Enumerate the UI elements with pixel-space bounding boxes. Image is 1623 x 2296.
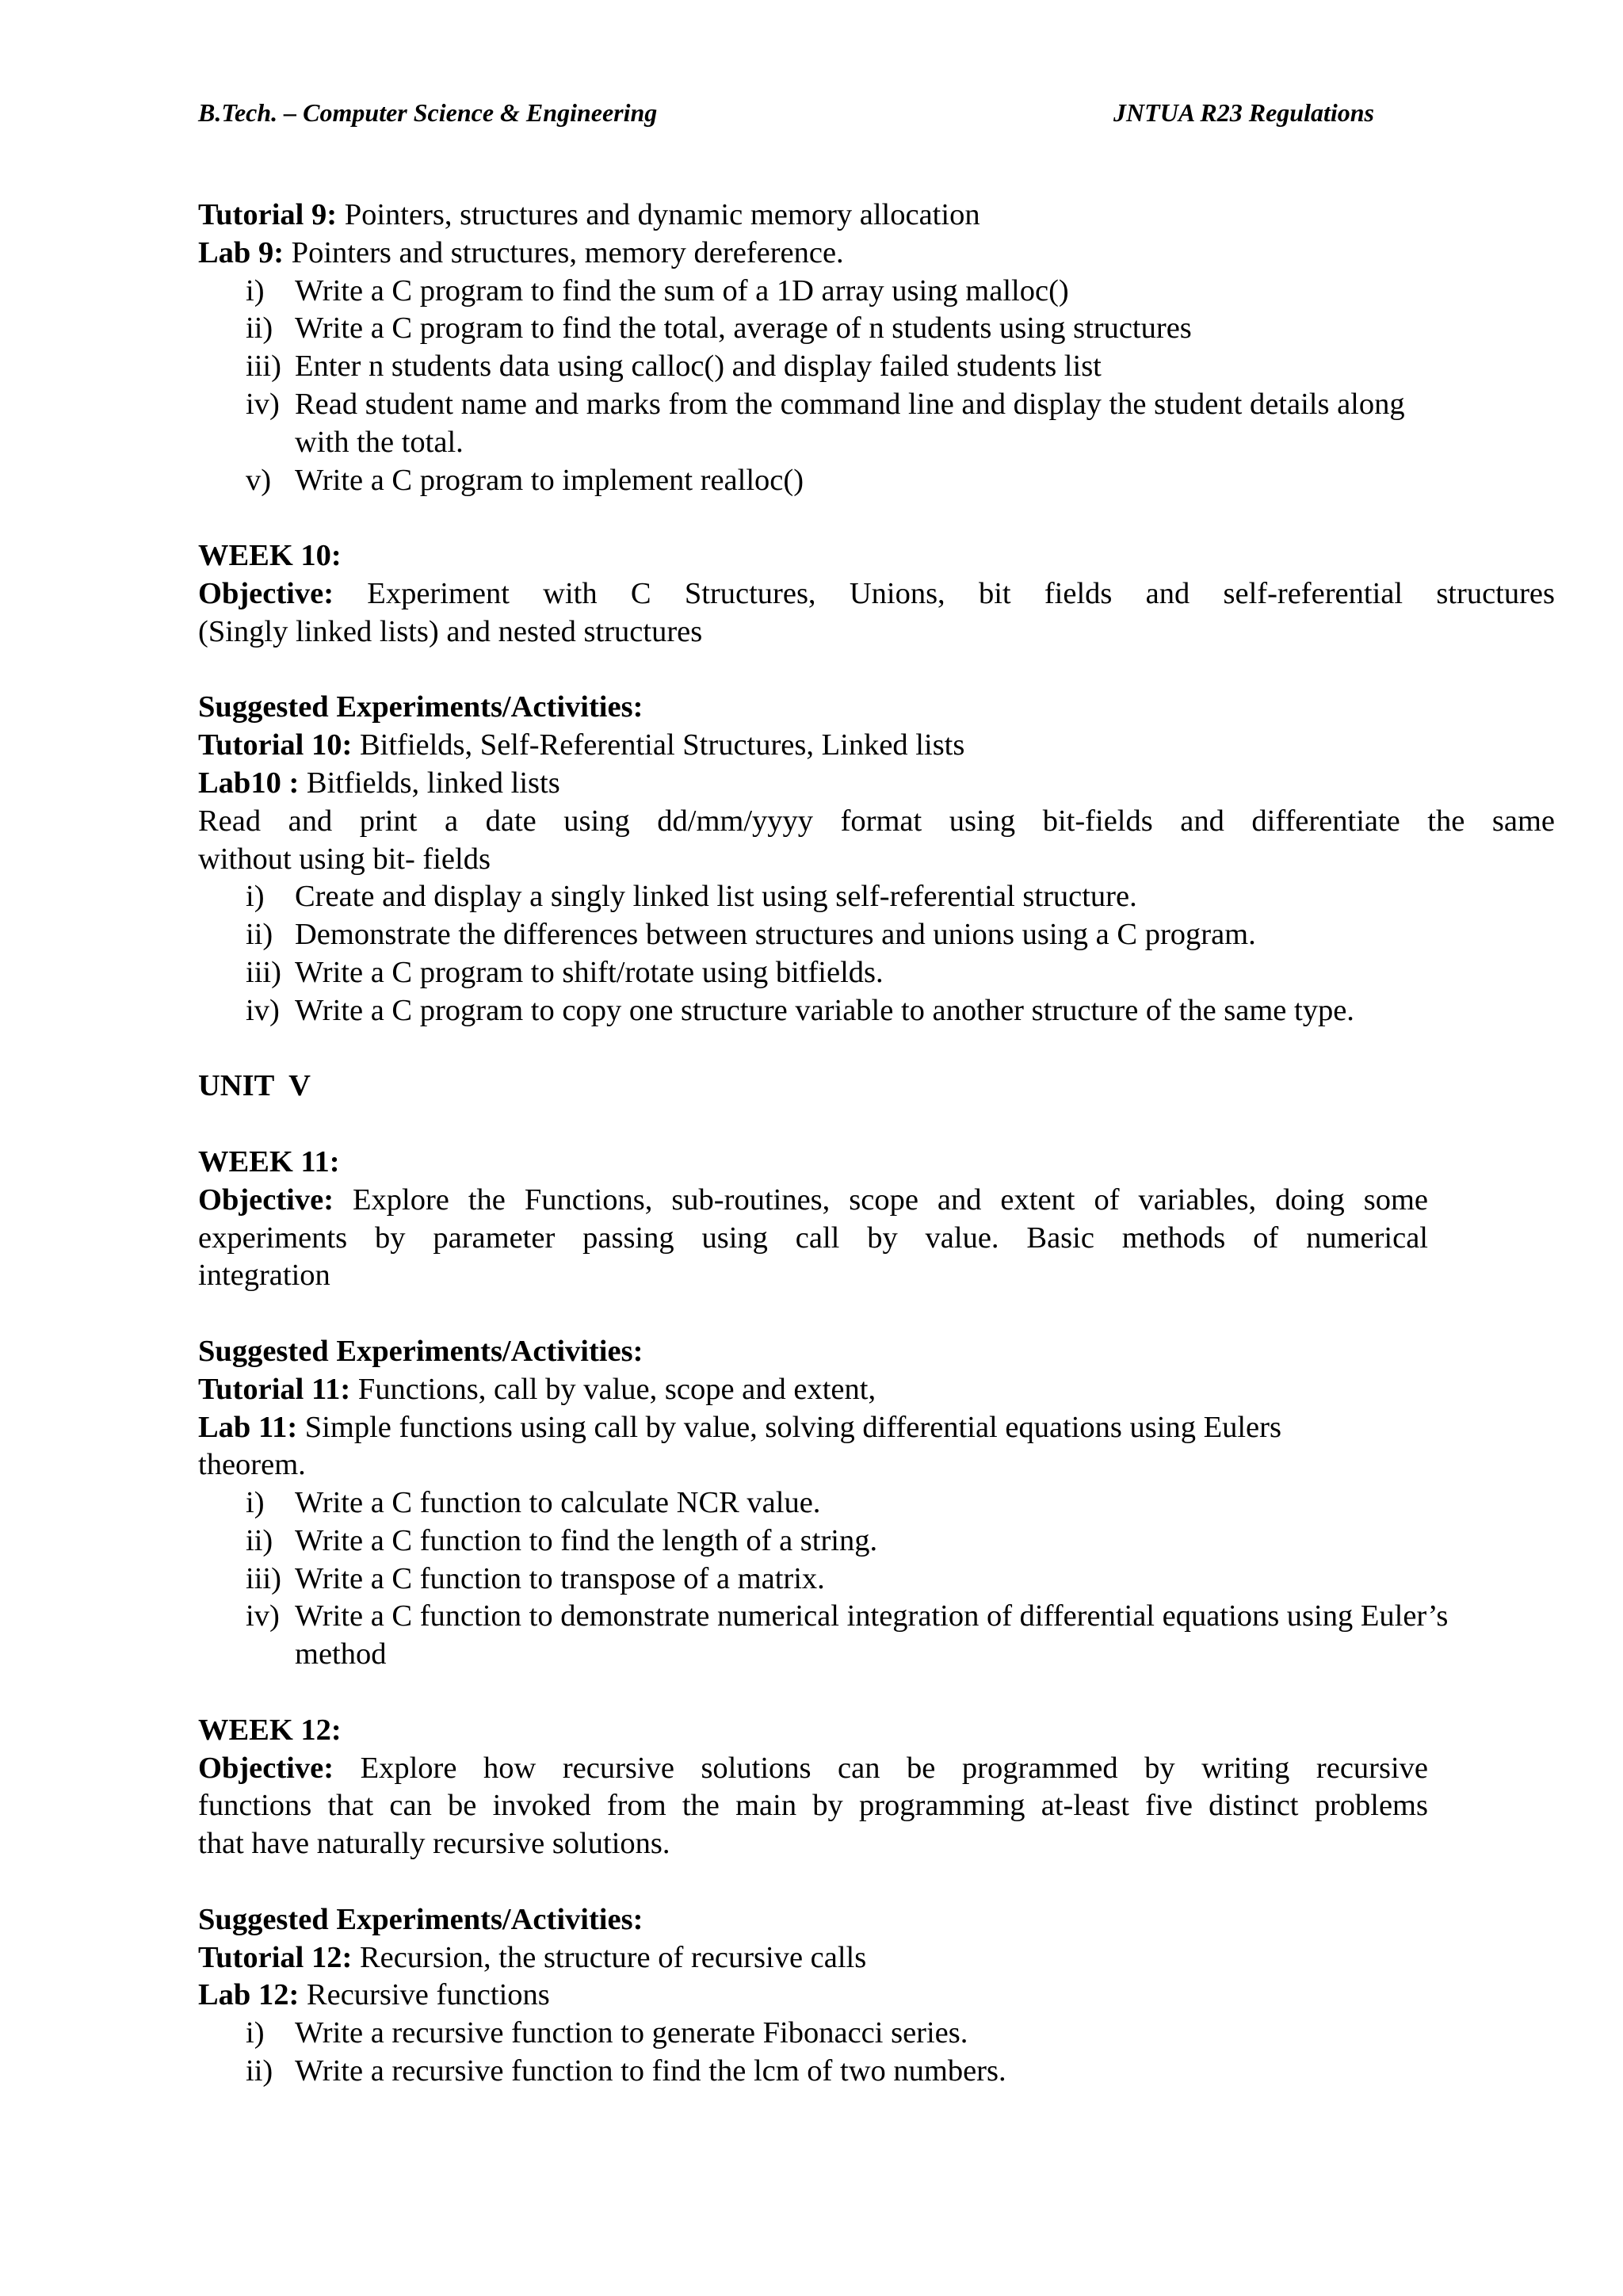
tutorial-12-text: Recursion, the structure of recursive calls [352,1940,867,1974]
lab-11-line [198,1409,1555,1447]
list-item-text [295,386,1555,462]
list-item [198,2053,1555,2091]
list-item-number: i) [246,273,265,308]
list-item-text: Write a recursive function to generate Fibonacci series. [295,2016,968,2050]
week-10-suggested-heading: Suggested Experiments/Activities: [198,690,643,724]
week-10-objective-line2: (Singly linked lists) and nested structures [198,614,703,648]
list-item-text: Write a recursive function to find the lcm of two numbers. [295,2054,1006,2088]
objective-text: Experiment with C Structures, Unions, bit fields and self-referential structures [334,576,1555,610]
list-item-number: iv) [246,387,280,421]
header-regulations: JNTUA R23 Regulations [1113,98,1374,127]
lab-12-line [198,1977,1555,2015]
lab-10-paragraph-line1: Read and print a date using dd/mm/yyyy format using bit-fields and differentiate the same [198,804,1555,838]
list-item [198,1522,1555,1561]
list-item-text-line2: method [295,1637,387,1671]
lab-9-text: Pointers and structures, memory dereference. [284,235,844,269]
list-item [198,954,1555,992]
objective-text: Explore how recursive solutions can be programmed by writing recursive [334,1751,1428,1785]
list-item-number: iii) [246,955,281,989]
list-item-text: Create and display a singly linked list using self-referential structure. [295,880,1137,914]
list-item-number: iv) [246,993,280,1027]
lab-10-line [198,765,1555,803]
list-item-text: Demonstrate the differences between structures and unions using a C program. [295,918,1256,952]
list-item-text: Enter n students data using calloc() and display failed students list [295,350,1102,384]
tutorial-9-line [198,197,1555,235]
list-item-number: ii) [246,918,273,952]
list-item-number: i) [246,2016,265,2050]
tutorial-10-text: Bitfields, Self-Referential Structures, Linked lists [352,728,965,762]
list-item-text: Write a C program to copy one structure variable to another structure of the same type. [295,993,1354,1027]
objective-label: Objective: [198,576,334,610]
list-item-text [295,1598,1555,1674]
list-item-number: i) [246,1486,265,1520]
lab-10-text: Bitfields, linked lists [299,766,560,800]
tutorial-10-label: Tutorial 10: [198,728,353,762]
list-item-number: ii) [246,2054,273,2088]
list-item [198,992,1555,1030]
list-item [198,916,1555,954]
week-11-objective-line1 [198,1182,1428,1220]
lab-9-list [198,273,1555,500]
list-item-text-line1: Write a C function to demonstrate numerical integration of differential equations using Euler’s [295,1599,1449,1633]
list-item [198,386,1555,462]
list-item-text: Write a C function to find the length of a string. [295,1523,878,1557]
lab-10-paragraph-line2: without using bit- fields [198,842,491,876]
tutorial-10-line [198,727,1555,765]
week-10-heading: WEEK 10: [198,539,342,573]
list-item [198,878,1555,916]
objective-label: Objective: [198,1182,334,1217]
page-content [198,197,1555,2091]
list-item-number: v) [246,463,272,497]
week-12-objective-line1 [198,1750,1428,1788]
tutorial-9-text: Pointers, structures and dynamic memory allocation [337,198,980,231]
list-item-text: Write a C function to calculate NCR value. [295,1486,821,1520]
list-item-number: iii) [246,1561,281,1595]
week-10-objective-line1 [198,575,1555,613]
list-item-number: iii) [246,350,281,384]
list-item-number: ii) [246,311,273,346]
lab-11-text: Simple functions using call by value, solving differential equations using Eulers [297,1410,1281,1444]
lab-10-label: Lab10 : [198,766,300,800]
week-11-heading: WEEK 11: [198,1144,340,1179]
list-item [198,2015,1555,2053]
lab-11-list [198,1484,1555,1674]
tutorial-9-label: Tutorial 9: [198,198,338,231]
list-item [198,1561,1555,1599]
unit-5-heading: UNIT V [198,1069,311,1103]
tutorial-11-label: Tutorial 11: [198,1372,351,1406]
week-12-heading: WEEK 12: [198,1713,342,1747]
week-12-objective-line3: that have naturally recursive solutions. [198,1827,670,1861]
list-item-number: i) [246,880,265,914]
list-item-number: ii) [246,1523,273,1557]
list-item [198,462,1555,500]
list-item-text-line2: with the total. [295,425,464,459]
lab-12-label: Lab 12: [198,1978,300,2012]
header-course-title: B.Tech. – Computer Science & Engineering [198,98,658,127]
list-item [198,1598,1555,1674]
week-11-objective-line2: experiments by parameter passing using call by value. Basic methods of numerical [198,1221,1428,1255]
lab-12-list [198,2015,1555,2091]
week-11-suggested-heading: Suggested Experiments/Activities: [198,1334,643,1368]
list-item-text: Write a C program to find the sum of a 1D array using malloc() [295,273,1069,308]
objective-label: Objective: [198,1751,334,1785]
list-item [198,348,1555,386]
list-item-text: Write a C function to transpose of a matrix. [295,1561,825,1595]
tutorial-12-line [198,1939,1555,1977]
week-12-suggested-heading: Suggested Experiments/Activities: [198,1902,643,1936]
list-item-text: Write a C program to find the total, average of n students using structures [295,311,1192,346]
list-item-text: Write a C program to implement realloc() [295,463,804,497]
list-item-number: iv) [246,1599,280,1633]
tutorial-11-text: Functions, call by value, scope and extent, [350,1372,876,1406]
week-11-objective-line3: integration [198,1259,330,1293]
lab-9-line [198,235,1555,273]
tutorial-12-label: Tutorial 12: [198,1940,353,1974]
list-item [198,310,1555,348]
list-item-text: Write a C program to shift/rotate using bitfields. [295,955,884,989]
lab-10-list [198,878,1555,1030]
lab-11-label: Lab 11: [198,1410,298,1444]
list-item [198,273,1555,311]
list-item-text-line1: Read student name and marks from the command line and display the student details along [295,387,1405,421]
list-item [198,1484,1555,1522]
lab-12-text: Recursive functions [299,1978,550,2012]
week-12-objective-line2: functions that can be invoked from the main by programming at-least five distinct problems [198,1789,1428,1823]
objective-text: Explore the Functions, sub-routines, scope and extent of variables, doing some [334,1182,1428,1217]
lab-11-line2: theorem. [198,1448,306,1482]
lab-9-label: Lab 9: [198,235,285,269]
tutorial-11-line [198,1371,1555,1409]
